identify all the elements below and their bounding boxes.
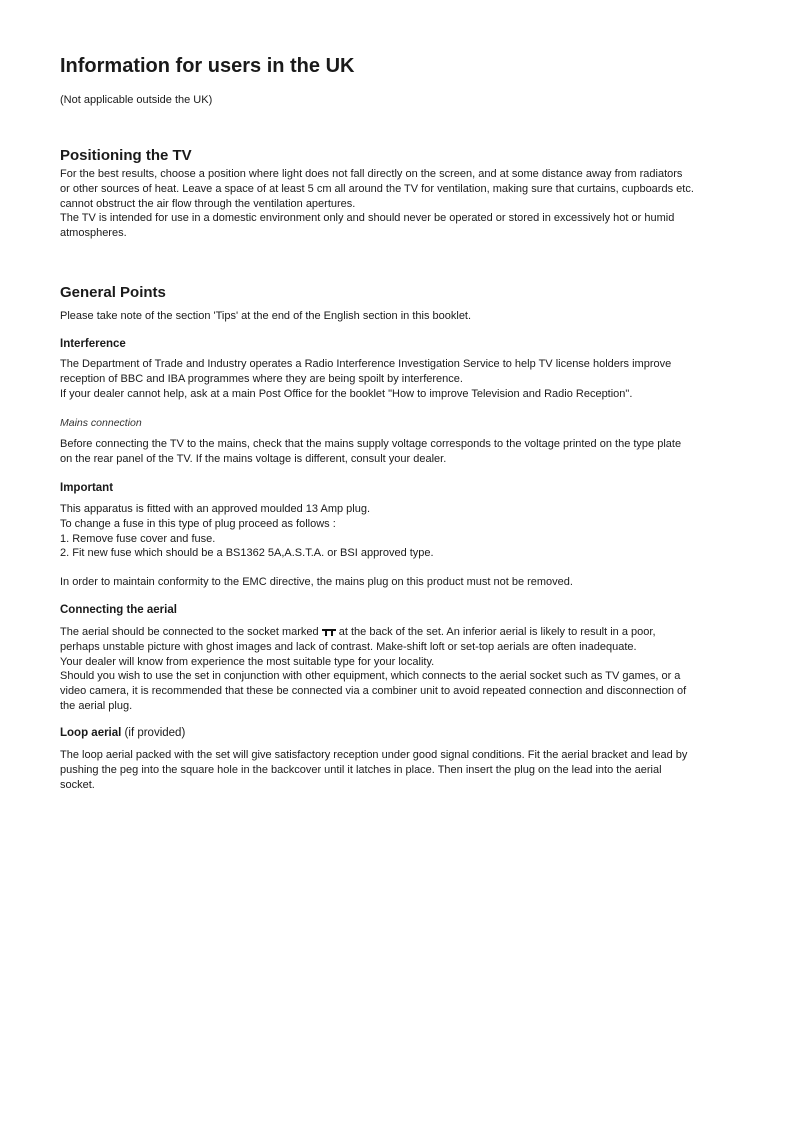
loop-heading — [60, 727, 185, 739]
important-text — [60, 502, 434, 561]
loop-heading-suffix: (if provided) — [121, 727, 186, 739]
text-line: perhaps unstable picture with ghost images and lack of contrast. Make-shift loft or set-top aerials are often inadequate. — [60, 640, 637, 653]
text-line: The Department of Trade and Industry operates a Radio Interference Investigation Service to help TV license holders improve — [60, 358, 672, 370]
text-line: Before connecting the TV to the mains, check that the mains supply voltage corresponds to the voltage printed on the type plate — [60, 438, 682, 450]
subtitle: (Not applicable outside the UK) — [60, 94, 213, 106]
aerial-socket-icon — [322, 628, 336, 636]
mains-heading: Mains connection — [60, 417, 142, 429]
text-line: 2. Fit new fuse which should be a BS1362 5A,A.S.T.A. or BSI approved type. — [60, 547, 434, 560]
emc-note — [60, 575, 573, 590]
text-line: reception of BBC and IBA programmes where they are being spoilt by interference. — [60, 372, 463, 385]
text-line: Please take note of the section 'Tips' at the end of the English section in this booklet. — [60, 310, 472, 322]
mains-text — [60, 437, 681, 467]
aerial-text — [60, 625, 686, 714]
aerial-heading: Connecting the aerial — [60, 604, 177, 616]
interference-heading: Interference — [60, 338, 126, 350]
text-line: Should you wish to use the set in conjunction with other equipment, which connects to the aerial socket such as TV games, or a — [60, 670, 681, 683]
general-text — [60, 309, 471, 324]
text-line: on the rear panel of the TV. If the mains voltage is different, consult your dealer. — [60, 452, 447, 465]
text-line: video camera, it is recommended that these be connected via a combiner unit to avoid repeated connection and disconnection of — [60, 685, 687, 698]
loop-heading-text: Loop aerial — [60, 727, 122, 739]
text-line: cannot obstruct the air flow through the ventilation apertures. — [60, 197, 356, 210]
text-line: socket. — [60, 778, 95, 791]
interference-text — [60, 357, 671, 401]
text-line: The TV is intended for use in a domestic environment only and should never be operated or stored in excessively hot or humid — [60, 212, 675, 225]
text-line: or other sources of heat. Leave a space of at least 5 cm all around the TV for ventilation, making sure that curtains, cupboards etc. — [60, 182, 694, 195]
text-line: the aerial plug. — [60, 699, 133, 712]
positioning-text — [60, 167, 694, 241]
text-line: This apparatus is fitted with an approved moulded 13 Amp plug. — [60, 503, 371, 515]
text-line: To change a fuse in this type of plug proceed as follows : — [60, 517, 336, 530]
positioning-heading: Positioning the TV — [60, 147, 192, 164]
text-line: For the best results, choose a position where light does not fall directly on the screen, and at some distance away from radiators — [60, 168, 683, 180]
text-line: atmospheres. — [60, 227, 127, 240]
text-line: Your dealer will know from experience the most suitable type for your locality. — [60, 655, 435, 668]
text-line: pushing the peg into the square hole in the backcover until it latches in place. Then insert the plug on the lead into the aerial — [60, 763, 662, 776]
text-line: In order to maintain conformity to the EMC directive, the mains plug on this product must not be removed. — [60, 576, 573, 588]
loop-text — [60, 748, 687, 792]
general-heading: General Points — [60, 284, 166, 301]
page-title: Information for users in the UK — [60, 55, 355, 77]
text-line: If your dealer cannot help, ask at a main Post Office for the booklet "How to improve Television and Radio Reception". — [60, 387, 633, 400]
text-fragment: at the back of the set. An inferior aerial is likely to result in a poor, — [335, 626, 656, 638]
text-line: The loop aerial packed with the set will give satisfactory reception under good signal conditions. Fit the aerial bracket and lead by — [60, 749, 688, 761]
text-fragment: The aerial should be connected to the socket marked — [60, 626, 322, 638]
text-line — [60, 625, 686, 640]
important-heading: Important — [60, 482, 114, 494]
text-line: 1. Remove fuse cover and fuse. — [60, 532, 216, 545]
